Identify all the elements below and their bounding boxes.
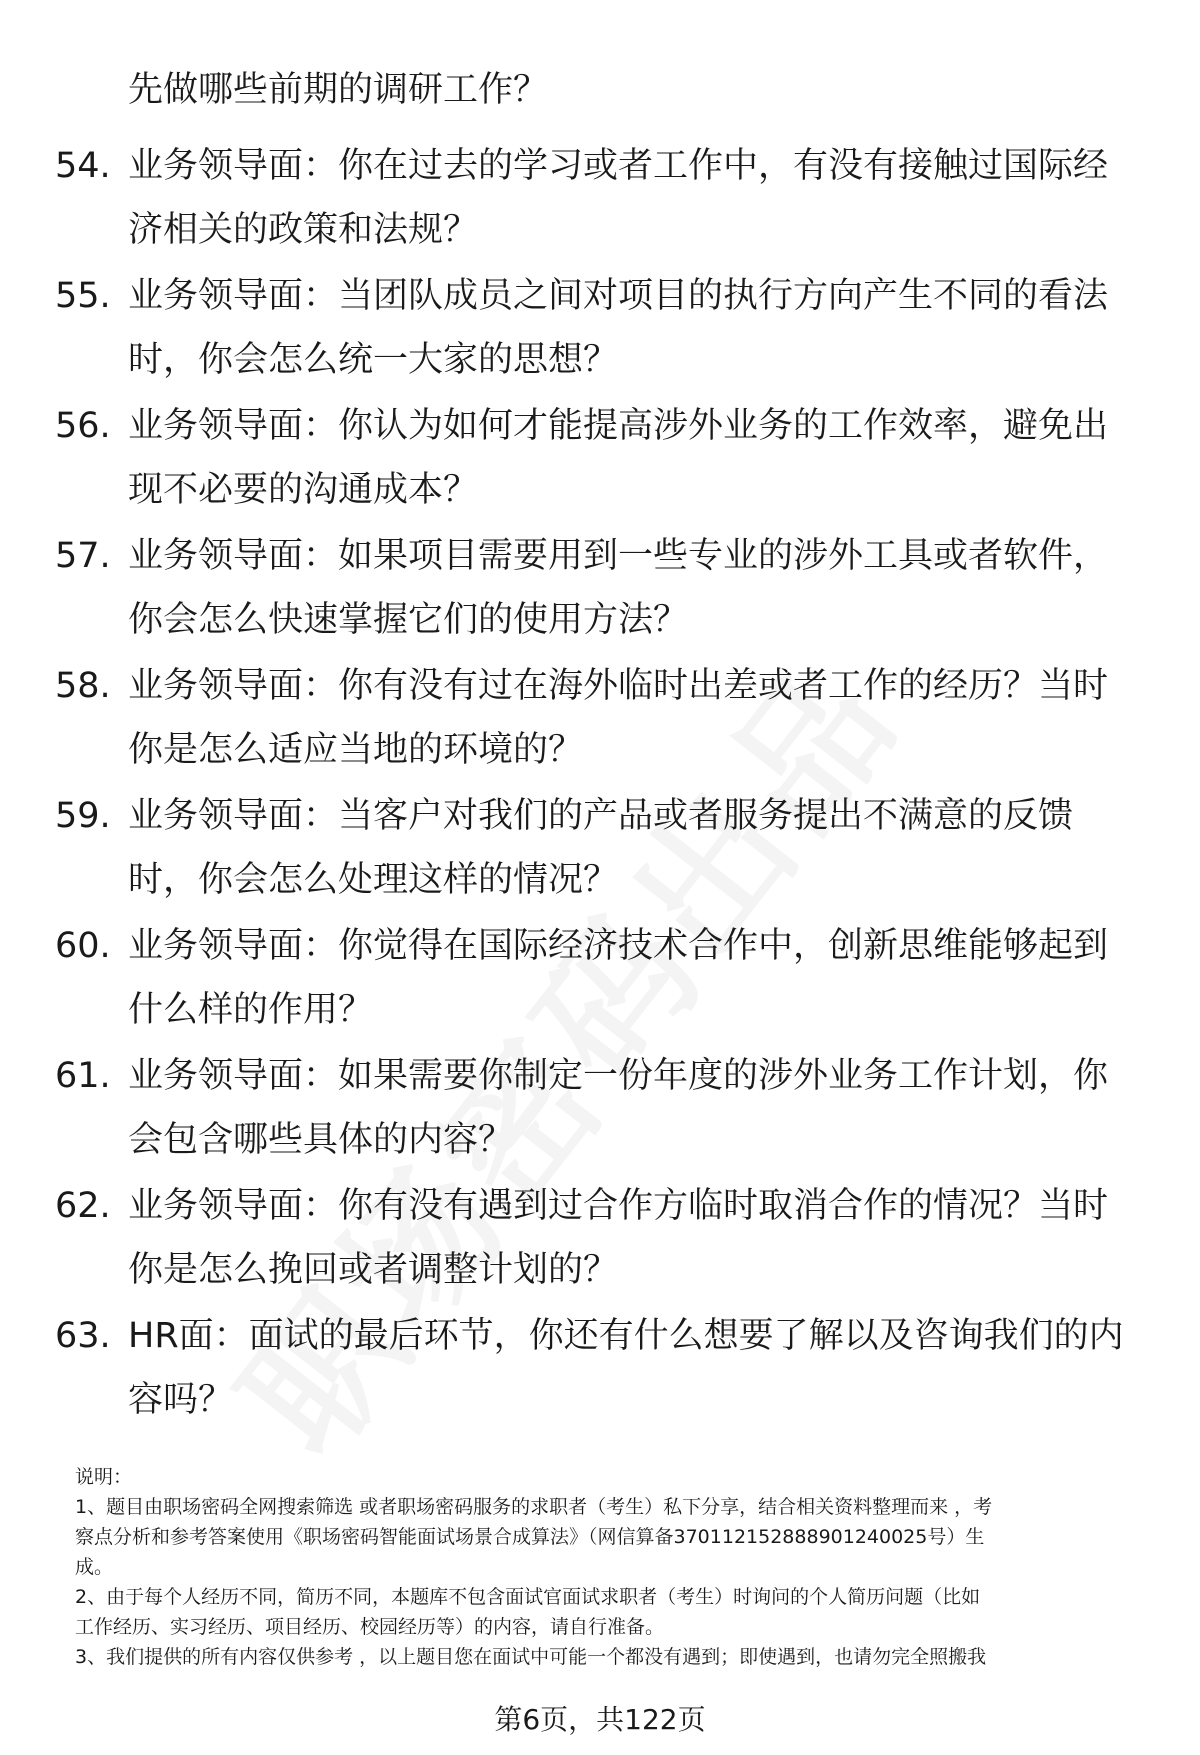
question-text-line: 你是怎么挽回或者调整计划的？: [128, 1250, 619, 1290]
previous-question-continuation: 先做哪些前期的调研工作？: [128, 70, 549, 110]
note-line: 察点分析和参考答案使用《职场密码智能面试场景合成算法》（网信算备370112152888901240025号）生: [75, 1526, 985, 1548]
question-item: [0, 394, 1200, 524]
question-item: [0, 1174, 1200, 1304]
question-number: 57.: [55, 536, 111, 576]
question-text-line: 容吗？: [128, 1380, 234, 1420]
question-number: 54.: [55, 146, 111, 186]
question-text: [128, 784, 1148, 912]
question-item: [0, 1304, 1200, 1434]
question-item: [0, 1044, 1200, 1174]
question-text-line: 什么样的作用？: [128, 990, 374, 1030]
question-text: [128, 1174, 1148, 1302]
question-text: [128, 654, 1148, 782]
question-text-line: 时，你会怎么统一大家的思想？: [128, 340, 619, 380]
note-line: 2、由于每个人经历不同，简历不同，本题库不包含面试官面试求职者（考生）时询问的个人简历问题（比如: [75, 1586, 981, 1608]
notes-section: [75, 1462, 1155, 1672]
question-text-line: 会包含哪些具体的内容？: [128, 1120, 514, 1160]
note-line: 3、我们提供的所有内容仅供参考 ，以上题目您在面试中可能一个都没有遇到；即使遇到，也请勿完全照搬我: [75, 1646, 987, 1668]
note-line: 成。: [75, 1556, 114, 1578]
question-item: [0, 914, 1200, 1044]
question-text: [128, 1044, 1148, 1172]
question-text-line: 你是怎么适应当地的环境的？: [128, 730, 584, 770]
question-item: [0, 524, 1200, 654]
question-text-line: 济相关的政策和法规？: [128, 210, 479, 250]
question-text-line: HR面：面试的最后环节，你还有什么想要了解以及咨询我们的内: [128, 1316, 1124, 1356]
question-text: [128, 394, 1148, 522]
question-text-line: 业务领导面：你有没有过在海外临时出差或者工作的经历？当时: [128, 666, 1109, 706]
note-line: 工作经历、实习经历、项目经历、校园经历等）的内容，请自行准备。: [75, 1616, 665, 1638]
question-text-line: 业务领导面：你认为如何才能提高涉外业务的工作效率，避免出: [128, 406, 1109, 446]
notes-heading: 说明：: [75, 1466, 133, 1488]
question-number: 62.: [55, 1186, 111, 1226]
question-text-line: 业务领导面：当团队成员之间对项目的执行方向产生不同的看法: [128, 276, 1109, 316]
question-text: [128, 1304, 1148, 1432]
question-number: 63.: [55, 1316, 111, 1356]
question-item: [0, 654, 1200, 784]
question-number: 60.: [55, 926, 111, 966]
question-item: [0, 784, 1200, 914]
question-text-line: 现不必要的沟通成本？: [128, 470, 479, 510]
question-text-line: 时，你会怎么处理这样的情况？: [128, 860, 619, 900]
question-text: [128, 264, 1148, 392]
question-text: [128, 134, 1148, 262]
question-text-line: 业务领导面：你有没有遇到过合作方临时取消合作的情况？当时: [128, 1186, 1109, 1226]
question-number: 58.: [55, 666, 111, 706]
page-number: 第6页，共122页: [494, 1703, 706, 1736]
question-text-line: 业务领导面：如果项目需要用到一些专业的涉外工具或者软件，: [128, 536, 1109, 576]
question-list: [0, 134, 1200, 1434]
question-text-line: 业务领导面：你在过去的学习或者工作中，有没有接触过国际经: [128, 146, 1109, 186]
question-text-line: 业务领导面：如果需要你制定一份年度的涉外业务工作计划，你: [128, 1056, 1109, 1096]
question-item: [0, 264, 1200, 394]
note-line: 1、题目由职场密码全网搜索筛选 或者职场密码服务的求职者（考生）私下分享，结合相关资料整理而来 ，考: [75, 1496, 993, 1518]
question-item: [0, 134, 1200, 264]
question-number: 56.: [55, 406, 111, 446]
question-text-line: 你会怎么快速掌握它们的使用方法？: [128, 600, 689, 640]
question-text-line: 业务领导面：当客户对我们的产品或者服务提出不满意的反馈: [128, 796, 1074, 836]
question-number: 55.: [55, 276, 111, 316]
question-number: 59.: [55, 796, 111, 836]
question-text: [128, 914, 1148, 1042]
question-text: [128, 524, 1148, 652]
question-number: 61.: [55, 1056, 111, 1096]
question-text-line: 业务领导面：你觉得在国际经济技术合作中，创新思维能够起到: [128, 926, 1109, 966]
